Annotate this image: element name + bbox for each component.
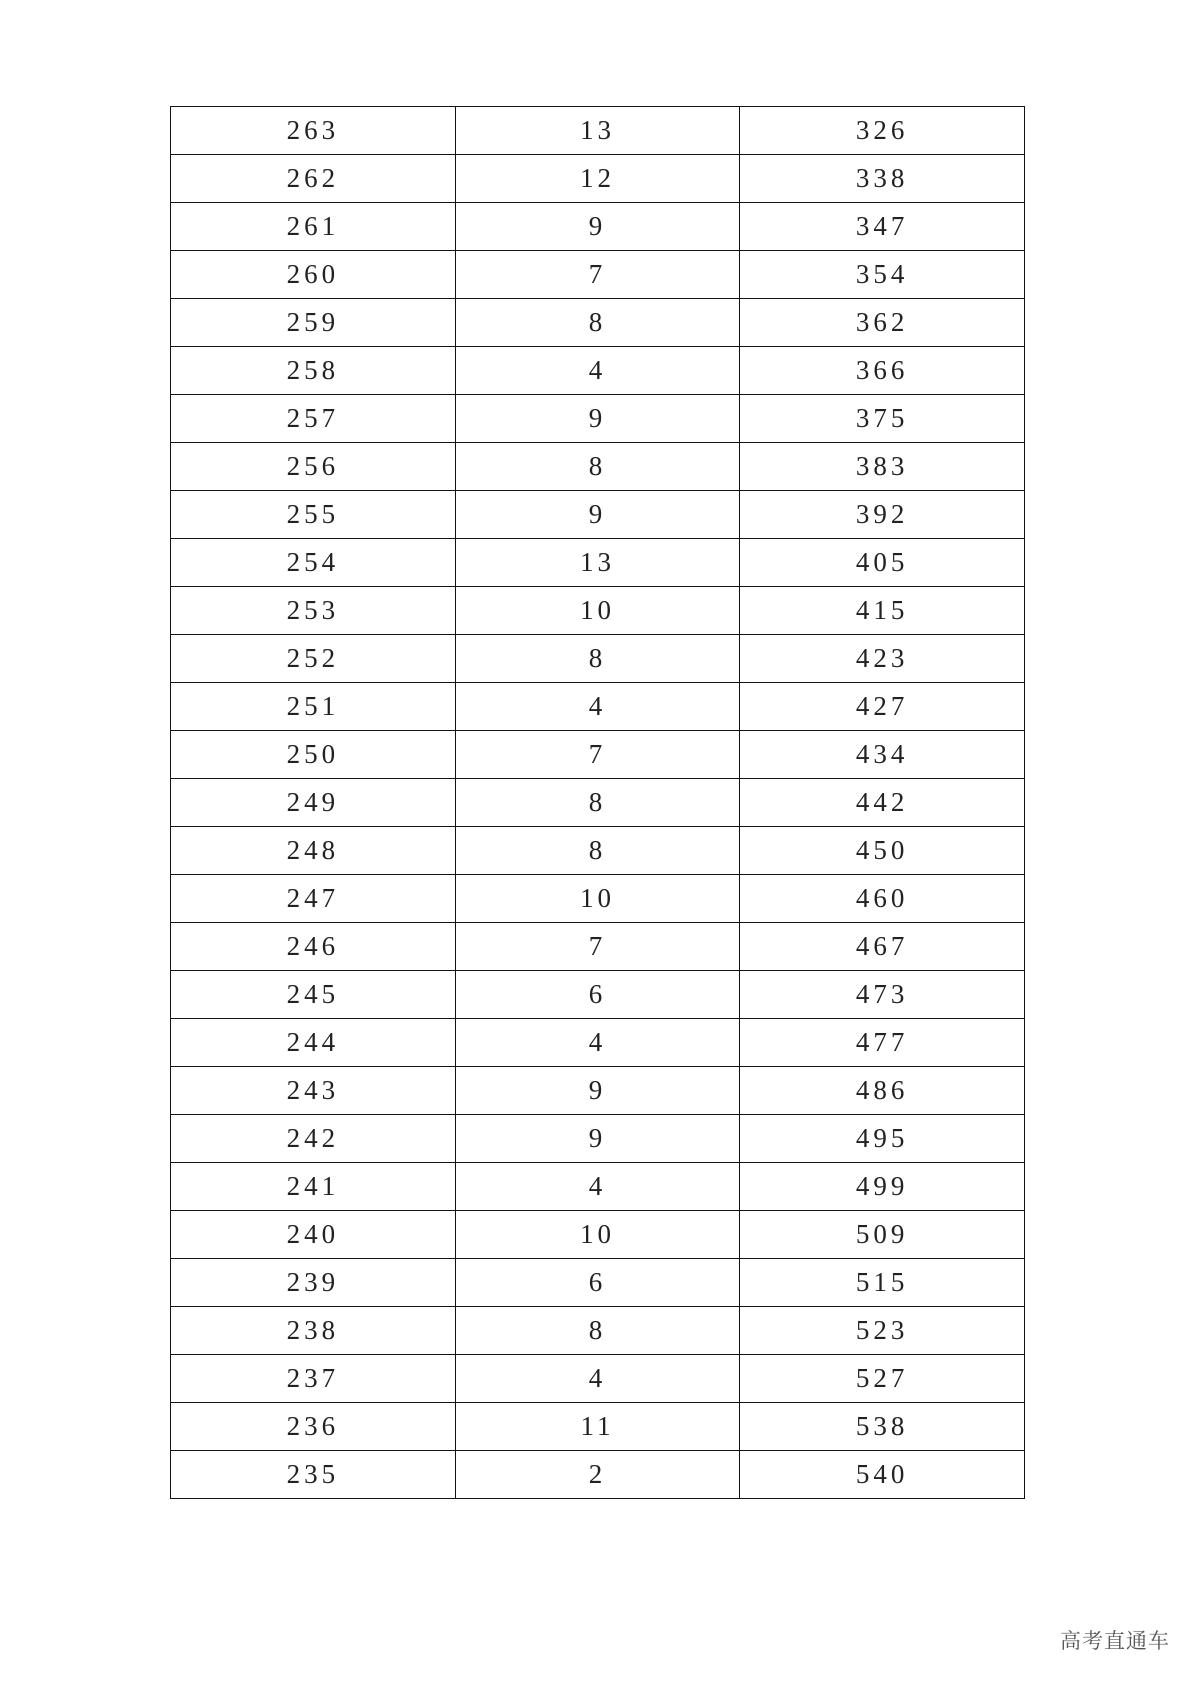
score-cell: 235 <box>171 1451 456 1499</box>
count-cell: 6 <box>455 971 740 1019</box>
cumulative-cell: 338 <box>740 155 1025 203</box>
table-row <box>171 251 1025 299</box>
count-cell: 10 <box>455 587 740 635</box>
table-row <box>171 539 1025 587</box>
score-cell: 247 <box>171 875 456 923</box>
watermark: 高考直通车 <box>1060 1629 1170 1653</box>
count-cell: 8 <box>455 635 740 683</box>
count-cell: 9 <box>455 491 740 539</box>
cumulative-cell: 523 <box>740 1307 1025 1355</box>
score-cell: 236 <box>171 1403 456 1451</box>
count-cell: 9 <box>455 1067 740 1115</box>
count-cell: 8 <box>455 827 740 875</box>
score-cell: 243 <box>171 1067 456 1115</box>
cumulative-cell: 347 <box>740 203 1025 251</box>
table-row <box>171 875 1025 923</box>
cumulative-cell: 495 <box>740 1115 1025 1163</box>
table-row <box>171 1403 1025 1451</box>
count-cell: 4 <box>455 1163 740 1211</box>
score-cell: 238 <box>171 1307 456 1355</box>
count-cell: 2 <box>455 1451 740 1499</box>
score-cell: 250 <box>171 731 456 779</box>
score-cell: 252 <box>171 635 456 683</box>
count-cell: 12 <box>455 155 740 203</box>
cumulative-cell: 467 <box>740 923 1025 971</box>
table-row <box>171 683 1025 731</box>
count-cell: 8 <box>455 779 740 827</box>
count-cell: 9 <box>455 395 740 443</box>
cumulative-cell: 405 <box>740 539 1025 587</box>
table-row <box>171 155 1025 203</box>
cumulative-cell: 527 <box>740 1355 1025 1403</box>
score-cell: 258 <box>171 347 456 395</box>
count-cell: 4 <box>455 347 740 395</box>
cumulative-cell: 366 <box>740 347 1025 395</box>
table-row <box>171 491 1025 539</box>
cumulative-cell: 427 <box>740 683 1025 731</box>
score-cell: 242 <box>171 1115 456 1163</box>
score-cell: 263 <box>171 107 456 155</box>
score-cell: 257 <box>171 395 456 443</box>
count-cell: 13 <box>455 107 740 155</box>
table-row <box>171 779 1025 827</box>
cumulative-cell: 434 <box>740 731 1025 779</box>
cumulative-cell: 477 <box>740 1019 1025 1067</box>
score-cell: 237 <box>171 1355 456 1403</box>
cumulative-cell: 326 <box>740 107 1025 155</box>
table-row <box>171 395 1025 443</box>
score-cell: 246 <box>171 923 456 971</box>
score-cell: 260 <box>171 251 456 299</box>
table-row <box>171 1019 1025 1067</box>
score-cell: 240 <box>171 1211 456 1259</box>
score-cell: 254 <box>171 539 456 587</box>
table-row <box>171 731 1025 779</box>
table-row <box>171 1067 1025 1115</box>
score-cell: 262 <box>171 155 456 203</box>
cumulative-cell: 509 <box>740 1211 1025 1259</box>
score-cell: 255 <box>171 491 456 539</box>
table-row <box>171 827 1025 875</box>
count-cell: 4 <box>455 1019 740 1067</box>
count-cell: 11 <box>455 1403 740 1451</box>
score-table-body <box>171 107 1025 1499</box>
table-row <box>171 203 1025 251</box>
count-cell: 4 <box>455 1355 740 1403</box>
count-cell: 13 <box>455 539 740 587</box>
score-cell: 248 <box>171 827 456 875</box>
score-cell: 256 <box>171 443 456 491</box>
cumulative-cell: 354 <box>740 251 1025 299</box>
score-cell: 244 <box>171 1019 456 1067</box>
cumulative-cell: 540 <box>740 1451 1025 1499</box>
cumulative-cell: 515 <box>740 1259 1025 1307</box>
score-cell: 251 <box>171 683 456 731</box>
table-row <box>171 443 1025 491</box>
count-cell: 8 <box>455 1307 740 1355</box>
score-table <box>170 106 1025 1499</box>
count-cell: 7 <box>455 923 740 971</box>
table-row <box>171 971 1025 1019</box>
cumulative-cell: 442 <box>740 779 1025 827</box>
cumulative-cell: 538 <box>740 1403 1025 1451</box>
table-row <box>171 1355 1025 1403</box>
score-cell: 239 <box>171 1259 456 1307</box>
cumulative-cell: 362 <box>740 299 1025 347</box>
table-row <box>171 107 1025 155</box>
table-row <box>171 635 1025 683</box>
table-row <box>171 1259 1025 1307</box>
cumulative-cell: 460 <box>740 875 1025 923</box>
score-cell: 249 <box>171 779 456 827</box>
cumulative-cell: 486 <box>740 1067 1025 1115</box>
cumulative-cell: 415 <box>740 587 1025 635</box>
table-row <box>171 587 1025 635</box>
count-cell: 7 <box>455 731 740 779</box>
cumulative-cell: 392 <box>740 491 1025 539</box>
table-row <box>171 1211 1025 1259</box>
count-cell: 7 <box>455 251 740 299</box>
table-row <box>171 1307 1025 1355</box>
table-row <box>171 299 1025 347</box>
table-row <box>171 1115 1025 1163</box>
score-cell: 261 <box>171 203 456 251</box>
count-cell: 10 <box>455 875 740 923</box>
score-cell: 241 <box>171 1163 456 1211</box>
count-cell: 6 <box>455 1259 740 1307</box>
count-cell: 10 <box>455 1211 740 1259</box>
cumulative-cell: 499 <box>740 1163 1025 1211</box>
cumulative-cell: 473 <box>740 971 1025 1019</box>
count-cell: 8 <box>455 443 740 491</box>
table-row <box>171 1163 1025 1211</box>
cumulative-cell: 450 <box>740 827 1025 875</box>
count-cell: 8 <box>455 299 740 347</box>
table-row <box>171 347 1025 395</box>
table-row <box>171 923 1025 971</box>
cumulative-cell: 375 <box>740 395 1025 443</box>
count-cell: 9 <box>455 203 740 251</box>
count-cell: 4 <box>455 683 740 731</box>
score-cell: 245 <box>171 971 456 1019</box>
table-row <box>171 1451 1025 1499</box>
score-cell: 253 <box>171 587 456 635</box>
score-cell: 259 <box>171 299 456 347</box>
cumulative-cell: 423 <box>740 635 1025 683</box>
cumulative-cell: 383 <box>740 443 1025 491</box>
count-cell: 9 <box>455 1115 740 1163</box>
